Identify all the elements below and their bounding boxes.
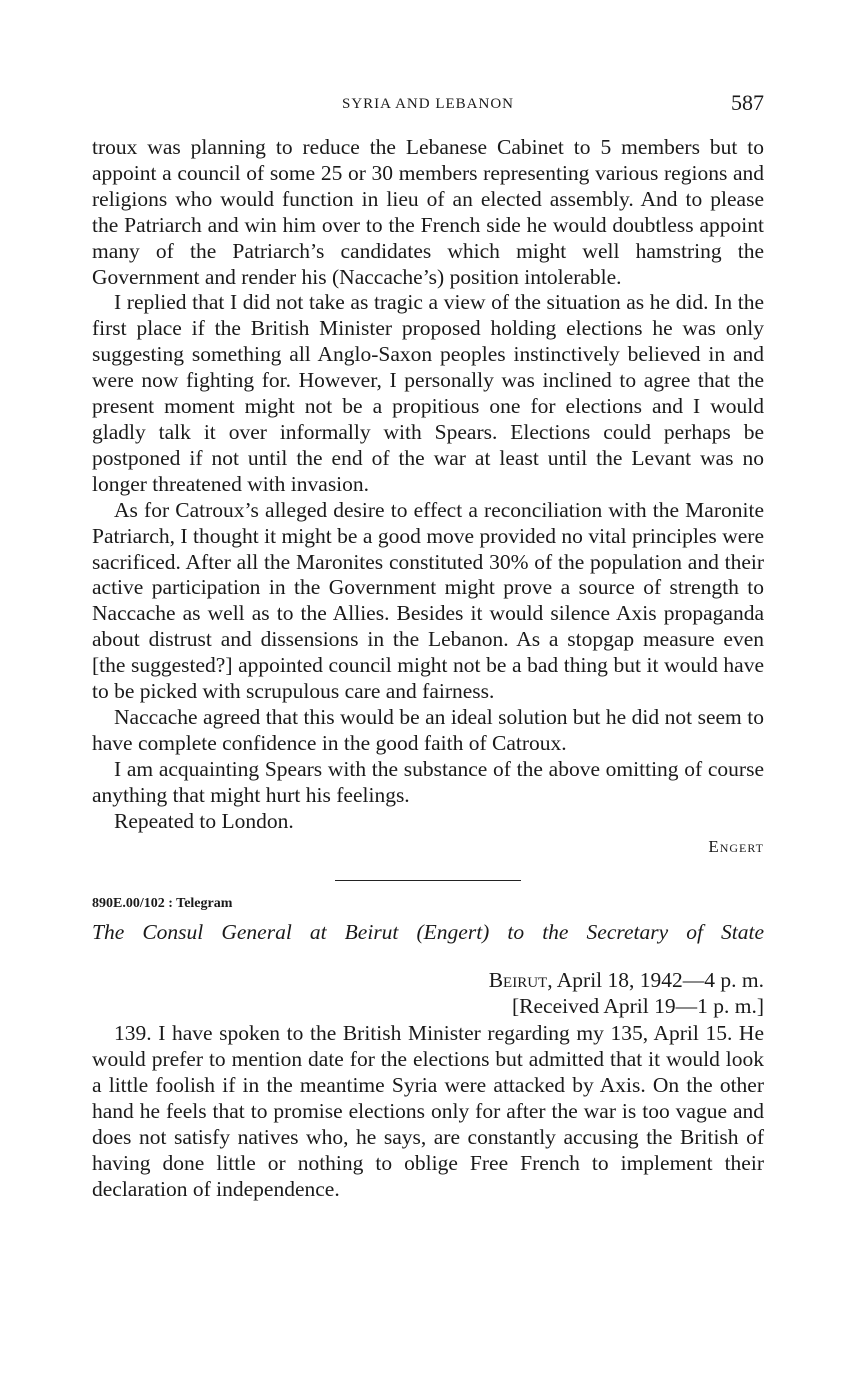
- received-line: [Received April 19—1 p. m.]: [512, 994, 764, 1019]
- dateline-place: Beirut: [488, 968, 548, 993]
- body-paragraph: troux was planning to reduce the Lebanese Cabinet to 5 members but to appoint a council of some 25 or 30 members representing various regions and religions who would function in lieu of an elected assembly. And to please the Patriarch and win him over to the French side he would doubtless appoint many of the Patriarch’s candidates which might well hamstring the Government and render his (Naccache’s) position intolerable.: [92, 135, 764, 289]
- document-heading: The Consul General at Beirut (Engert) to the Secretary of State: [92, 920, 764, 945]
- section-divider: [335, 880, 521, 881]
- dateline: [92, 967, 764, 993]
- running-header: [92, 88, 764, 122]
- body-paragraph: I am acquainting Spears with the substance of the above omitting of course anything that might hurt his feelings.: [92, 756, 764, 807]
- body-paragraph: I replied that I did not take as tragic a view of the situation as he did. In the first place if the British Minister proposed holding elections he was only suggesting something all Anglo-Saxon peoples instinctively believed in and were now fighting for. However, I personally was inclined to agree that the present moment might not be a propitious one for elections and I would gladly talk it over informally with Spears. Elections could perhaps be postponed if not until the end of the war at least until the Levant was no longer threatened with invasion.: [92, 290, 764, 496]
- signature: Engert: [708, 837, 764, 857]
- body-paragraph: 139. I have spoken to the British Minister regarding my 135, April 15. He would prefer to mention date for the elections but admitted that it would look a little foolish if in the meantime Syria were attacked by Axis. On the other hand he feels that to promise elections only for after the war is too vague and does not satisfy natives who, he says, are constantly accusing the British of having done little or nothing to oblige Free French to implement their declaration of independence.: [92, 1021, 764, 1201]
- telegram-continuation: [92, 135, 764, 860]
- document-reference: 890E.00/102 : Telegram: [92, 896, 233, 912]
- dateline-date: , April 18, 1942—4 p. m.: [547, 968, 764, 993]
- body-paragraph: As for Catroux’s alleged desire to effect a reconciliation with the Maronite Patriarch, I thought it might be a good move provided no vital principles were sacrificed. After all the Maronites constituted 30% of the population and their active participation in the Government might prove a source of strength to Naccache as well as to the Allies. Besides it would silence Axis propaganda about distrust and dissensions in the Lebanon. As a stopgap measure even [the suggested?] appointed council might not be a bad thing but it would have to be picked with scrupulous care and fairness.: [92, 497, 764, 704]
- telegram-document: [92, 895, 764, 1202]
- page-number: 587: [731, 90, 764, 115]
- body-paragraph: Naccache agreed that this would be an ideal solution but he did not seem to have complete confidence in the good faith of Catroux.: [92, 704, 764, 755]
- body-paragraph: Repeated to London.: [114, 808, 294, 833]
- document-page: [92, 88, 764, 1203]
- running-title: SYRIA AND LEBANON: [341, 96, 514, 112]
